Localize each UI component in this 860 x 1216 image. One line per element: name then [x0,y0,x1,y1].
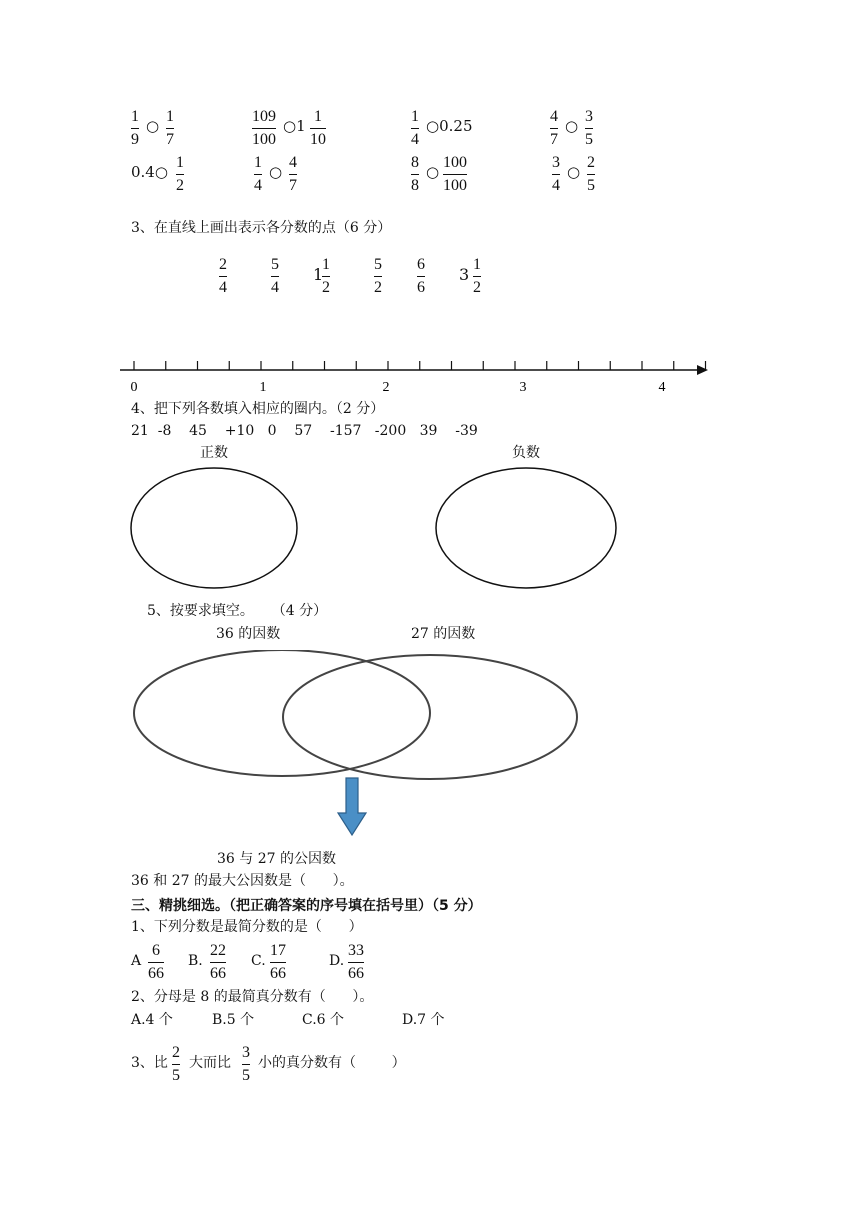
option-b[interactable]: B.5 个 [212,1012,255,1028]
fraction [348,942,364,983]
numerator: 3 [552,154,560,171]
fraction [166,108,174,149]
denominator: 7 [166,131,174,148]
fraction [550,108,558,149]
mixed-whole: 3 [459,265,470,284]
numerator: 6 [152,942,160,959]
denominator: 4 [552,177,560,194]
fraction [289,154,297,195]
fraction [172,1044,180,1085]
compare-circle[interactable]: 0.4○ [131,163,168,181]
numerator: 2 [219,256,227,273]
fraction [271,256,279,297]
fraction [252,108,276,149]
numerator: 5 [271,256,279,273]
numerator: 1 [254,154,262,171]
common-factor-label: 36 与 27 的公因数 [217,851,336,867]
fraction [176,154,184,195]
axis-label: 4 [658,380,666,395]
numerator: 5 [374,256,382,273]
numerator: 4 [289,154,297,171]
compare-circle[interactable]: ○ [146,117,160,135]
numerator: 1 [176,154,184,171]
denominator: 4 [219,279,227,296]
denominator: 100 [443,177,467,194]
fraction [374,256,382,297]
negative-circle[interactable] [436,468,616,588]
denominator: 5 [585,131,593,148]
numerator: 2 [172,1044,180,1061]
numerator: 3 [242,1044,250,1061]
numerator: 33 [348,942,364,959]
numerator: 1 [131,108,139,125]
numerator: 17 [270,942,286,959]
fraction [210,942,226,983]
fraction [322,256,330,297]
fraction [417,256,425,297]
q3-prefix: 3、比 [131,1055,168,1071]
denominator: 66 [148,965,164,982]
axis-label: 2 [382,380,390,395]
denominator: 4 [411,131,419,148]
denominator: 7 [289,177,297,194]
denominator: 6 [417,279,425,296]
venn-left-label: 36 的因数 [216,626,281,642]
venn-diagram [125,650,595,845]
q3-suffix: 小的真分数有（ ） [258,1055,406,1071]
denominator: 5 [172,1067,180,1084]
denominator: 2 [473,279,481,296]
numerator: 8 [411,154,419,171]
arrow-right-icon [697,365,708,375]
numerator: 3 [585,108,593,125]
denominator: 9 [131,131,139,148]
gcd-question: 36 和 27 的最大公因数是（ ）。 [131,873,354,889]
fraction [242,1044,250,1085]
q4-circles [125,465,625,595]
fraction [219,256,227,297]
option-c[interactable]: C.6 个 [302,1012,345,1028]
denominator: 10 [310,131,326,148]
fraction [473,256,481,297]
numerator: 100 [443,154,467,171]
numerator: 1 [314,108,322,125]
q3-mid: 大而比 [189,1055,231,1071]
denominator: 4 [271,279,279,296]
number-line[interactable] [0,355,860,395]
venn-left-ellipse[interactable] [134,650,430,776]
denominator: 2 [374,279,382,296]
question-5-title: 5、按要求填空。 （4 分） [147,603,328,619]
compare-circle[interactable]: ○ [565,117,579,135]
fraction [411,154,419,195]
option-d[interactable]: D.7 个 [402,1012,445,1028]
axis-label: 1 [259,380,267,395]
fraction [411,108,419,149]
fraction [587,154,595,195]
venn-right-label: 27 的因数 [411,626,476,642]
numerator: 1 [166,108,174,125]
arrow-down-icon [338,778,366,835]
fraction [585,108,593,149]
numerator: 22 [210,942,226,959]
compare-circle[interactable]: ○ [567,163,581,181]
numerator: 1 [322,256,330,273]
numerator: 2 [587,154,595,171]
positive-label: 正数 [200,445,228,461]
denominator: 4 [254,177,262,194]
denominator: 2 [176,177,184,194]
negative-label: 负数 [512,445,540,461]
denominator: 66 [348,965,364,982]
question-3-title: 3、在直线上画出表示各分数的点（6 分） [131,220,392,236]
numerator: 1 [473,256,481,273]
fraction [443,154,467,195]
option-label[interactable]: C. [251,953,266,969]
fraction [148,942,164,983]
denominator: 100 [252,131,276,148]
compare-circle[interactable]: ○ [269,163,283,181]
positive-circle[interactable] [131,468,297,588]
axis-label: 0 [130,380,138,395]
option-label[interactable]: A [131,953,142,969]
number-list: 21 -8 45 +10 0 57 -157 -200 39 -39 [131,423,478,439]
denominator: 8 [411,177,419,194]
fraction [270,942,286,983]
numerator: 109 [252,108,276,125]
fraction [552,154,560,195]
fraction [131,108,139,149]
numerator: 6 [417,256,425,273]
option-label[interactable]: B. [188,953,203,969]
s3-question-2: 2、分母是 8 的最简真分数有（ ）。 [131,989,374,1005]
denominator: 5 [587,177,595,194]
denominator: 5 [242,1067,250,1084]
numerator: 4 [550,108,558,125]
denominator: 7 [550,131,558,148]
compare-circle[interactable]: ○1 [283,117,306,135]
denominator: 2 [322,279,330,296]
numerator: 1 [411,108,419,125]
fraction [310,108,326,149]
fraction [254,154,262,195]
denominator: 66 [210,965,226,982]
option-a[interactable]: A.4 个 [131,1012,173,1028]
denominator: 66 [270,965,286,982]
option-label[interactable]: D. [329,953,345,969]
section-3-title: 三、精挑细选。（把正确答案的序号填在括号里）（5 分） [131,898,482,914]
compare-circle[interactable]: ○ [426,163,440,181]
mixed-whole: 1 [313,265,324,284]
s3-question-1: 1、下列分数是最简分数的是（ ） [131,919,363,935]
axis-label: 3 [519,380,527,395]
compare-circle[interactable]: ○0.25 [426,117,473,135]
question-4-title: 4、把下列各数填入相应的圈内。（2 分） [131,401,385,417]
